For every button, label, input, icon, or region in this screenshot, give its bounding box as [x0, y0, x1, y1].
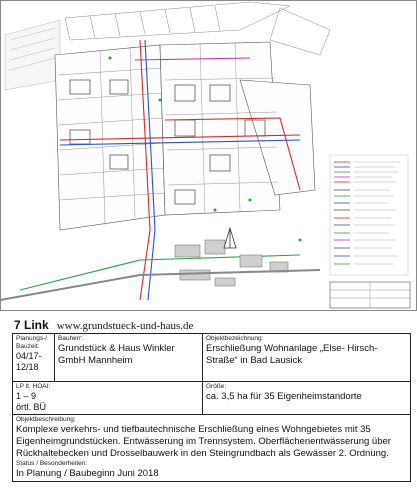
- reference-url: www.grundstueck-und-haus.de: [56, 320, 194, 332]
- project-data-sheet: [12, 333, 411, 482]
- size-label: Größe:: [206, 383, 227, 390]
- client-cell: [55, 334, 203, 382]
- reference-title: 7 Link: [14, 318, 49, 332]
- phases-cell: [13, 382, 203, 415]
- object-cell: [203, 334, 411, 382]
- object-value: Erschließung Wohnanlage „Else- Hirsch-Straße“ in Bad Lausick: [206, 343, 378, 366]
- planning-period-cell: [13, 334, 55, 382]
- phases-label: LP lt. HOAI:: [16, 383, 51, 390]
- title-block-stamp: [330, 282, 410, 308]
- size-cell: [203, 382, 411, 415]
- description-status-cell: [13, 415, 411, 482]
- planning-period-label: Planungs-/ Bauzeit:: [16, 335, 48, 350]
- status-value: In Planung / Baubeginn Juni 2018: [16, 468, 159, 479]
- status-label: Status / Besonderheiten:: [16, 460, 88, 467]
- description-value: Komplexe verkehrs- und tiefbautechnische Erschließung eines Wohngebietes mit 35 Eigenheimgrundstücken. Entwässerung im Trennsystem. Oberflächenentwässerung über Rückhaltebecken und Drosselbauwerk in den Steingrundbach als Gewässer 2. Ordnung.: [16, 424, 391, 459]
- description-label: Objektbeschreibung:: [16, 416, 76, 423]
- planning-period-value: 04/17-12/18: [16, 351, 42, 372]
- client-label: Bauherr:: [58, 335, 83, 342]
- reference-header: [14, 318, 409, 334]
- size-value: ca. 3,5 ha für 35 Eigenheimstandorte: [206, 391, 362, 402]
- legend-block: [330, 155, 408, 275]
- phases-note: örtl. BÜ: [16, 402, 47, 412]
- phases-value: 1 – 9: [16, 391, 37, 401]
- client-value: Grundstück & Haus Winkler GmbH Mannheim: [58, 343, 175, 366]
- object-label: Objektbezeichnung:: [206, 335, 264, 342]
